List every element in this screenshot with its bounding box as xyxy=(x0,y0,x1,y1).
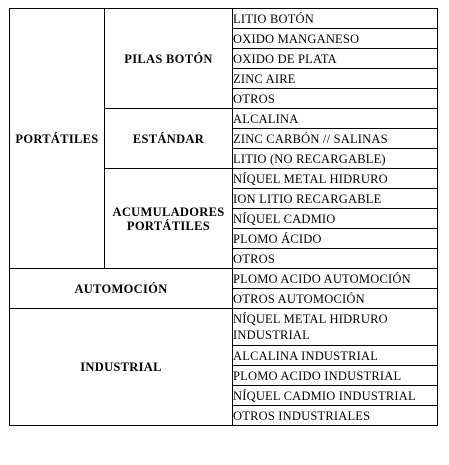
subcategory-label-line1: ACUMULADORES xyxy=(112,204,225,219)
item-otros-acumuladores: OTROS xyxy=(233,249,438,269)
item-litio-no-recargable: LITIO (NO RECARGABLE) xyxy=(233,149,438,169)
item-ion-litio-recargable: ION LITIO RECARGABLE xyxy=(233,189,438,209)
subcategory-pilas-boton: PILAS BOTÓN xyxy=(105,9,233,109)
table-row xyxy=(10,9,438,29)
item-niquel-metal-hidruro: NÍQUEL METAL HIDRURO xyxy=(233,169,438,189)
item-niquel-metal-hidruro-industrial: NÍQUEL METAL HIDRURO INDUSTRIAL xyxy=(233,309,438,346)
item-otros-boton: OTROS xyxy=(233,89,438,109)
item-zinc-carbon: ZINC CARBÓN // SALINAS xyxy=(233,129,438,149)
battery-classification-table xyxy=(9,8,438,426)
item-otros-industriales: OTROS INDUSTRIALES xyxy=(233,406,438,426)
item-niquel-cadmio: NÍQUEL CADMIO xyxy=(233,209,438,229)
subcategory-label-line2: PORTÁTILES xyxy=(126,218,211,233)
item-niquel-cadmio-industrial: NÍQUEL CADMIO INDUSTRIAL xyxy=(233,386,438,406)
item-alcalina: ALCALINA xyxy=(233,109,438,129)
item-alcalina-industrial: ALCALINA INDUSTRIAL xyxy=(233,346,438,366)
item-zinc-aire: ZINC AIRE xyxy=(233,69,438,89)
subcategory-estandar: ESTÁNDAR xyxy=(105,109,233,169)
item-otros-automocion: OTROS AUTOMOCIÓN xyxy=(233,289,438,309)
item-plomo-acido-automocion: PLOMO ACIDO AUTOMOCIÓN xyxy=(233,269,438,289)
subcategory-acumuladores-portatiles xyxy=(105,169,233,269)
category-automocion: AUTOMOCIÓN xyxy=(10,269,233,309)
item-litio-boton: LITIO BOTÓN xyxy=(233,9,438,29)
item-plomo-acido-industrial: PLOMO ACIDO INDUSTRIAL xyxy=(233,366,438,386)
item-oxido-de-plata: OXIDO DE PLATA xyxy=(233,49,438,69)
table-row xyxy=(10,309,438,346)
category-industrial: INDUSTRIAL xyxy=(10,309,233,426)
category-portatiles: PORTÁTILES xyxy=(10,9,105,269)
item-plomo-acido: PLOMO ÁCIDO xyxy=(233,229,438,249)
item-oxido-manganeso: OXIDO MANGANESO xyxy=(233,29,438,49)
table-row xyxy=(10,269,438,289)
